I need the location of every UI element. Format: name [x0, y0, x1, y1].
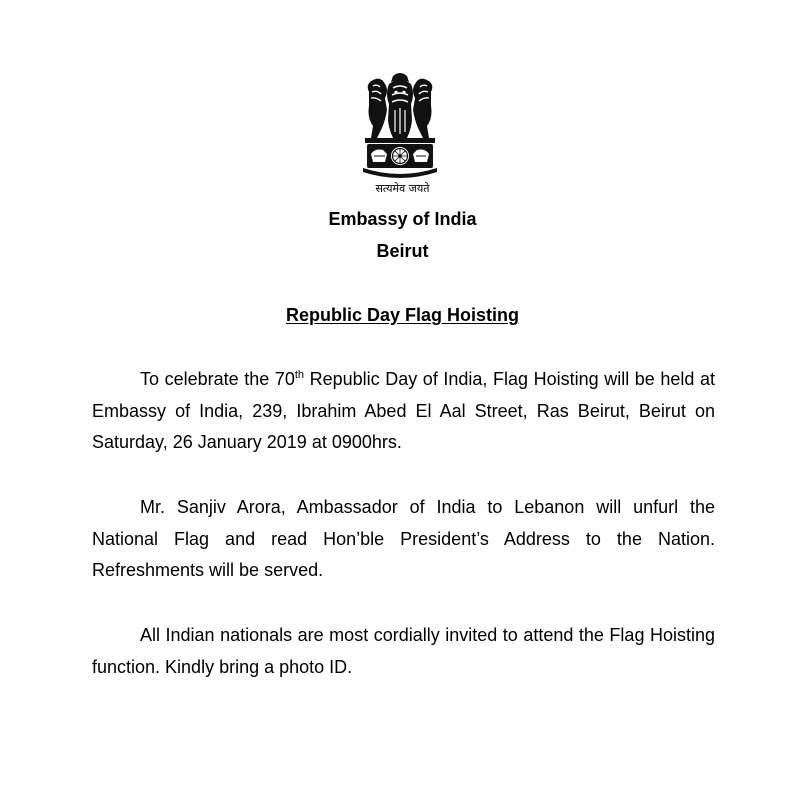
- document-title: [0, 304, 805, 326]
- paragraph-event-details: [92, 364, 715, 459]
- paragraph-1-rest: Republic Day of India, Flag Hoisting will be held at Embassy of India, 239, Ibrahim Abed El Aal Street, Ras Beirut, Beirut on Saturday, 26 January 2019 at 0900hrs.: [92, 369, 715, 452]
- paragraph-1-lead: To celebrate the 70: [140, 369, 295, 389]
- paragraph-invitation: All Indian nationals are most cordially invited to attend the Flag Hoisting function. Kindly bring a photo ID.: [92, 625, 715, 677]
- national-emblem-icon: [355, 70, 445, 182]
- document-title-text: Republic Day Flag Hoisting: [285, 305, 520, 325]
- national-motto: सत्यमेव जयते: [375, 182, 430, 195]
- organization-name: Embassy of India: [328, 209, 477, 229]
- organization-city: Beirut: [376, 241, 429, 261]
- paragraph-ambassador: Mr. Sanjiv Arora, Ambassador of India to Lebanon will unfurl the National Flag and read Hon’ble President’s Address to the Nation. Refreshments will be served.: [92, 497, 715, 580]
- ordinal-suffix: th: [294, 369, 305, 381]
